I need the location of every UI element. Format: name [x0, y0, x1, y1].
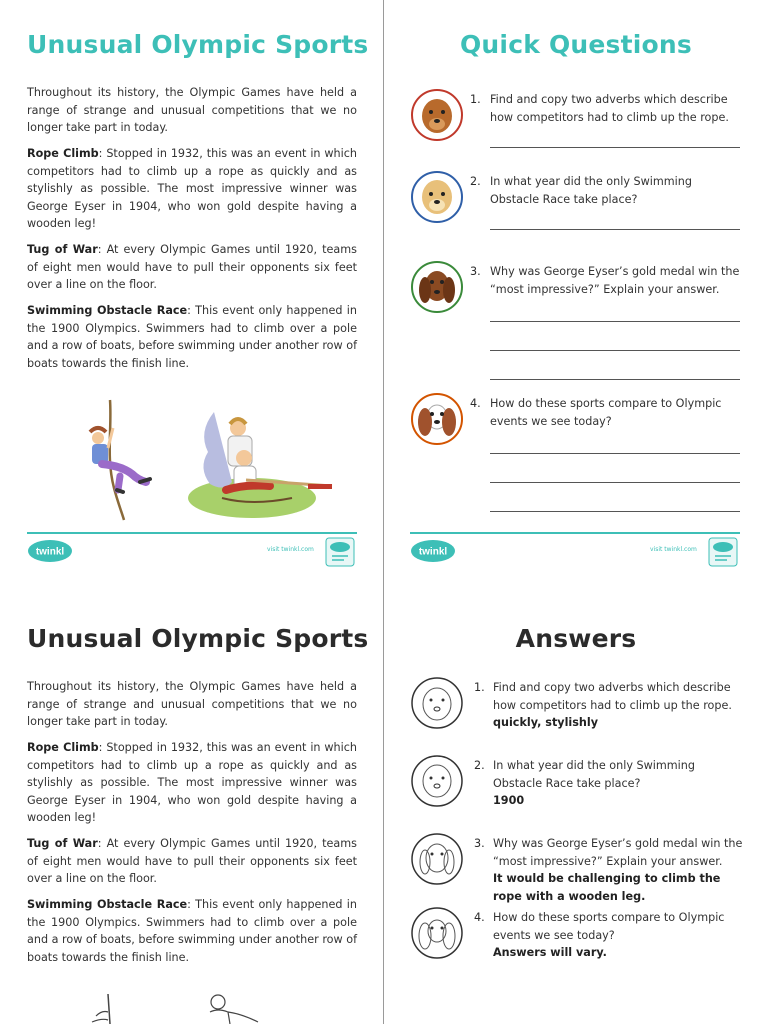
answer-line[interactable] — [490, 482, 740, 483]
answer-line[interactable] — [490, 147, 740, 148]
rope-climb-outline-illustration — [88, 992, 128, 1024]
article-body — [27, 84, 357, 372]
article-intro: Throughout its history, the Olympic Games have held a range of strange and unusual competitions that we no longer take part in today. — [27, 680, 357, 728]
article-section-rope — [27, 739, 357, 827]
answer-line[interactable] — [490, 350, 740, 351]
quiz-panel — [410, 28, 740, 428]
dog-outline-icon — [410, 906, 464, 960]
section-heading: Tug of War — [27, 243, 98, 256]
footer-rule — [410, 532, 740, 534]
question-row — [410, 392, 742, 452]
section-heading: Swimming Obstacle Race — [27, 898, 188, 911]
dog-outline-icon — [410, 754, 464, 808]
visit-link[interactable]: visit twinkl.com — [267, 546, 314, 553]
answer-text: It would be challenging to climb the rope with a wooden leg. — [493, 872, 721, 903]
answer-line[interactable] — [490, 229, 740, 230]
section-heading: Tug of War — [27, 837, 98, 850]
question-row — [410, 170, 742, 230]
answer-number: 1. — [474, 681, 485, 694]
question-text: How do these sports compare to Olympic events we see today? — [490, 397, 722, 428]
answer-line[interactable] — [490, 321, 740, 322]
tug-of-war-illustration — [186, 398, 334, 522]
dog-portrait-icon — [410, 260, 464, 314]
section-text: : This event only happened in the 1900 Olympics. Swimmers had to climb over a pole and a row of boats, before swimming under another row of boats towards the finish line. — [27, 304, 358, 370]
answer-text: Answers will vary. — [493, 946, 607, 959]
answer-question: How do these sports compare to Olympic events we see today? — [493, 911, 725, 942]
article-section-rope — [27, 145, 357, 233]
answer-line[interactable] — [490, 379, 740, 380]
section-text: : At every Olympic Games until 1920, teams of eight men would have to pull their opponents six feet over a line on the floor. — [27, 837, 357, 885]
dog-outline-icon — [410, 832, 464, 886]
dog-outline-icon — [410, 676, 464, 730]
answer-question: In what year did the only Swimming Obstacle Race take place? — [493, 759, 695, 790]
question-number: 3. — [470, 265, 481, 278]
answers-title: Answers — [515, 624, 637, 653]
rope-climb-illustration — [80, 398, 160, 522]
page-divider — [383, 0, 384, 1024]
article-section-swim — [27, 302, 357, 372]
answer-row — [410, 754, 742, 812]
dog-portrait-icon — [410, 88, 464, 142]
quiz-title: Quick Questions — [459, 30, 693, 59]
question-row — [410, 260, 742, 320]
section-heading: Swimming Obstacle Race — [27, 304, 188, 317]
answer-number: 2. — [474, 759, 485, 772]
answer-number: 4. — [474, 911, 485, 924]
twinkl-logo — [27, 539, 73, 563]
section-heading: Rope Climb — [27, 147, 99, 160]
tug-of-war-outline-illustration — [202, 990, 262, 1024]
answer-row — [410, 906, 742, 966]
question-text: Why was George Eyser’s gold medal win the “most impressive?” Explain your answer. — [490, 265, 740, 296]
footer-top-right — [410, 532, 740, 572]
question-number: 1. — [470, 93, 481, 106]
answer-item — [493, 679, 743, 732]
answer-line[interactable] — [490, 453, 740, 454]
answer-row — [410, 676, 742, 734]
answers-panel — [410, 622, 743, 959]
quality-badge-icon — [325, 537, 355, 567]
svg-text:twinkl: twinkl — [35, 546, 65, 558]
answer-question: Find and copy two adverbs which describe how competitors had to climb up the rope. — [493, 681, 732, 712]
section-heading: Rope Climb — [27, 741, 99, 754]
twinkl-logo — [410, 539, 456, 563]
article-title: Unusual Olympic Sports — [27, 624, 369, 653]
answer-row — [410, 832, 743, 903]
answer-number: 3. — [474, 837, 485, 850]
article-section-tug — [27, 241, 357, 294]
answer-question: Why was George Eyser’s gold medal win the “most impressive?” Explain your answer. — [493, 837, 743, 868]
question-number: 2. — [470, 175, 481, 188]
article-panel-top — [27, 28, 369, 381]
quality-badge-icon — [708, 537, 738, 567]
question-text: Find and copy two adverbs which describe how competitors had to climb up the rope. — [490, 93, 729, 124]
article-section-tug — [27, 835, 357, 888]
answer-item — [493, 757, 743, 810]
footer-rule — [27, 532, 357, 534]
svg-text:twinkl: twinkl — [418, 546, 448, 558]
article-body — [27, 678, 357, 966]
article-panel-bottom — [27, 622, 369, 975]
article-title: Unusual Olympic Sports — [27, 30, 369, 59]
answer-line[interactable] — [490, 511, 740, 512]
article-section-swim — [27, 896, 357, 966]
answer-item — [493, 835, 743, 905]
section-text: : At every Olympic Games until 1920, teams of eight men would have to pull their opponents six feet over a line on the floor. — [27, 243, 357, 291]
visit-link[interactable]: visit twinkl.com — [650, 546, 697, 553]
section-text: : Stopped in 1932, this was an event in which competitors had to climb up a rope as quickly and as stylishly as possible. The most impressive winner was George Eyser in 1904, who won gold despite having a wooden leg! — [27, 741, 357, 824]
footer-top-left — [27, 532, 357, 572]
question-number: 4. — [470, 397, 481, 410]
dog-portrait-icon — [410, 170, 464, 224]
question-row — [410, 88, 742, 148]
section-text: : Stopped in 1932, this was an event in which competitors had to climb up a rope as quickly and as stylishly as possible. The most impressive winner was George Eyser in 1904, who won gold despite having a wooden leg! — [27, 147, 357, 230]
article-intro: Throughout its history, the Olympic Games have held a range of strange and unusual competitions that we no longer take part in today. — [27, 86, 357, 134]
answer-text: quickly, stylishly — [493, 716, 599, 729]
answer-text: 1900 — [493, 794, 525, 807]
dog-portrait-icon — [410, 392, 464, 446]
question-text: In what year did the only Swimming Obstacle Race take place? — [490, 175, 692, 206]
answer-item — [493, 909, 743, 962]
section-text: : This event only happened in the 1900 Olympics. Swimmers had to climb over a pole and a row of boats, before swimming under another row of boats towards the finish line. — [27, 898, 358, 964]
